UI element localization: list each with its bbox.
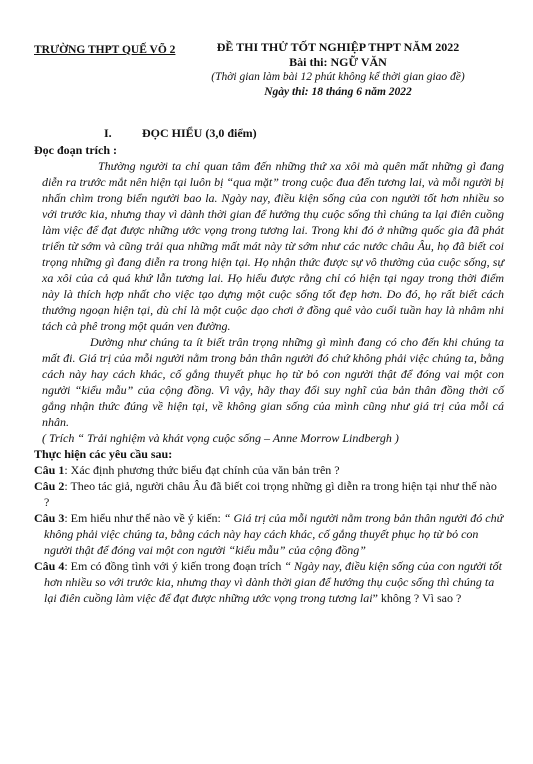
passage-instruction: Đọc đoạn trích :: [34, 143, 117, 157]
question-1-label: Câu 1: [34, 463, 65, 477]
question-4-label: Câu 4: [34, 559, 65, 573]
question-4-ending: ” không ? Vì sao ?: [372, 591, 462, 605]
question-1: [34, 462, 504, 478]
exam-date: Ngày thi: 18 tháng 6 năm 2022: [264, 86, 412, 98]
question-3-quote: “ Giá trị của mỗi người nằm trong bản thân người đó chứ không phải việc chúng ta, bằng cách này hay cách khác, cố gắng thuyết phục họ từ bỏ con người thật để đóng vai một con người “kiểu mẫu” của cộng đồng”: [44, 511, 504, 557]
question-2: [34, 478, 504, 510]
question-3: [34, 510, 504, 558]
section-title: ĐỌC HIỂU (3,0 điểm): [142, 126, 257, 140]
question-3-label: Câu 3: [34, 511, 65, 525]
passage-paragraph-2: Dường như chúng ta ít biết trân trọng những gì mình đang có cho đến khi chúng ta mất đi. Giá trị của mỗi người nằm trong bản thân người đó chứ không phải việc chúng ta, bằng cách này hay cách khác, cố gắng thuyết phục họ từ bỏ con người thật để đóng vai một con người “kiểu mẫu” của cộng đồng. Vì vậy, hãy thay đổi suy nghĩ của bản thân đồng thời cố gắng nhận thức đúng về hiện tại, về không gian sống của mình cũng như giá trị của mỗi cá nhân.: [42, 335, 504, 429]
question-4: [34, 558, 504, 606]
exam-subject: Bài thi: NGỮ VĂN: [289, 55, 387, 69]
exam-header: [180, 40, 496, 100]
question-2-text: : Theo tác giả, người châu Âu đã biết coi trọng những gì diễn ra trong hiện tại như thế nào ?: [44, 479, 497, 509]
section-heading: [34, 125, 504, 141]
question-4-quote: “ Ngày nay, điều kiện sống của con người tốt hơn nhiều so với trước kia, nhưng thay vì dành thời gian để hưởng thụ cuộc sống thì chúng ta lại điên cuồng làm việc để đạt được những ước vọng trong tương lai: [44, 559, 502, 605]
exam-title: ĐỀ THI THỬ TỐT NGHIỆP THPT NĂM 2022: [216, 40, 460, 54]
passage: [34, 158, 504, 430]
school-name: TRƯỜNG THPT QUẾ VÕ 2: [34, 44, 176, 56]
reading-section: [34, 125, 504, 606]
question-2-label: Câu 2: [34, 479, 65, 493]
passage-source: ( Trích “ Trải nghiệm và khát vọng cuộc sống – Anne Morrow Lindbergh ): [42, 431, 399, 445]
exam-time-note: (Thời gian làm bài 12 phút không kể thời gian giao đề): [211, 71, 465, 83]
question-4-text: : Em có đồng tình với ý kiến trong đoạn trích: [64, 559, 285, 573]
question-3-text: : Em hiểu như thế nào về ý kiến:: [64, 511, 224, 525]
question-1-text: : Xác định phương thức biểu đạt chính của văn bản trên ?: [64, 463, 340, 477]
section-number: I.: [104, 126, 112, 140]
passage-paragraph-1: Thường người ta chỉ quan tâm đến những thứ xa xôi mà quên mất những gì đang diễn ra trước mắt nên hiện tại luôn bị “qua mặt” trong cuộc đua đến tương lai, và mỗi người bị nhấn chìm trong biển người bao la. Ngày nay, điều kiện sống của con người tốt hơn nhiều so với trước kia, nhưng thay vì dành thời gian để hưởng thụ cuộc sống thì chúng ta lại điên cuồng làm việc để đạt được những ước vọng trong tương lai. Trong khi đó ở những quốc gia đã phát triển từ sớm và cũng trải qua những mất mát này từ sớm như các nước châu Âu, họ đã biết coi trọng những gì đang diễn ra trong hiện tại. Họ nhận thức được sự vô thường của cuộc sống, sự xa xôi của cả quá khứ lẫn tương lai. Họ hiểu được rằng chỉ có hiện tại ngay trong thời điểm này là thích hợp nhất cho việc tạo dựng một cuộc sống tốt đẹp hơn. Do đó, họ rất biết cách thưởng ngoạn hiện tại, dù chỉ là một cuộc dạo chơi ở đồng quê vào cuối tuần hay là nhâm nhi tách cà phê trong một quán ven đường.: [42, 159, 504, 333]
task-heading: Thực hiện các yêu cầu sau:: [34, 447, 173, 461]
